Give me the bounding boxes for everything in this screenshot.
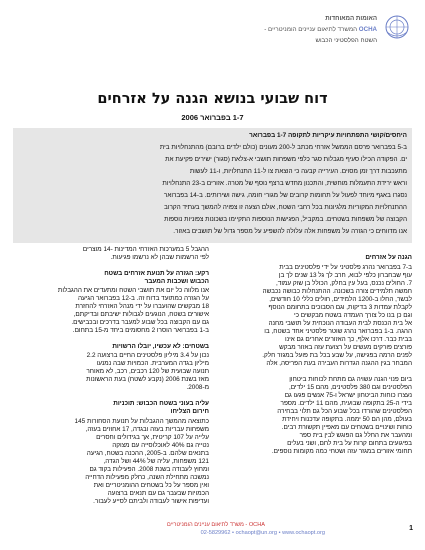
text-line: בידי ה-25 בתקופה שבועית, מהם 11 ילדים. מספר (280, 400, 412, 407)
text-line: נכון על 3.4 מיליון פלסטינים החיים ברצועה 2.2 (86, 352, 209, 359)
text-line: ב-7 בפברואר נהרג פלסטיני על ידי פלסטינים בבית (279, 264, 412, 271)
highlights-line: אנו מדווחים כי הגזרה על משפחות אלה עלולה להשפיע על מספר גדול של תושבים באזור. (173, 228, 407, 235)
text-line: 7. החולים נכנס, בעל עין בחלק, הכולל בן שוק עמוד, (276, 280, 412, 287)
org-department-label: המשרד לתיאום עניינים הומניטריים - (264, 26, 358, 33)
text-line: פורצים פורקים מעשים על רצועת עזה באזור מבקש (279, 344, 412, 351)
text-line: בפיגועים בתחום קרות על בית לחם, ושני בעלים (287, 440, 412, 447)
text-line: 18 מבקשים שהועברו על ידי מנהל האזרחי להחזרת (75, 303, 209, 310)
highlights-line: וראש ירידת התעמלות מוחשית, והתכנון מחדש ברצף נוסף של מטרה. אזורים ב-23 התנחלויות (162, 180, 407, 187)
text-line: אנו מלווה כל יום את תושבי השטח ומתעדים את ההגבלות (57, 287, 209, 294)
highlights-line: הקבוצה של משפחות בשטחים. במקביל, הפגישות הנוספות התקיימו בשכונות צפוניות נוספות (164, 216, 407, 223)
text-line: ב-1 בפברואר הוסרו 2 מחסומים ביחד מ-15 בתחום. (72, 327, 209, 334)
left-column (13, 246, 209, 516)
text-line: וגם כן בנו כל צורך העמדה בשטח מבקשים כי (294, 312, 412, 319)
text-line: לקבלת עמדות 3 בדיקות, וגם הסבוכים בתחומם הנוסף (268, 304, 412, 311)
text-line: משפחות עבריות בעזה ובגדה, 17 אחוזים בעזה, (85, 426, 209, 433)
text-line: הפלסטינים שהורדו בכל שבוע הכל גם תלוי בבחירה (277, 408, 412, 415)
un-emblem-icon (384, 14, 410, 40)
text-line: אישורים בשטח, הנוגעים לגבולות ישיבתם ובדיקתם, (73, 311, 209, 318)
text-line: נטייה גם 40% לאוכלוסייה עם מצוקה (112, 442, 209, 449)
text-line: נעצרו כוחות הביטחון ישראל ו-75 אנשים פגעו גם (284, 392, 412, 399)
text-line: מאז בשנת 2006 (נקבע לשטח) בעת הראשונות (86, 376, 209, 383)
text-line: ועדיפות אישור לעבודה ולביתם לסייע לעבור. (93, 498, 209, 505)
footer-contact[interactable]: 02-5829962 • ochaopt@un.org • www.ochaopt.org (200, 530, 325, 536)
report-period: 1-7 בפברואר 2006 (181, 113, 244, 122)
text-line: גם עם הקבוצה בכל שבוע למעבר בדרכים ובכבישים. (71, 319, 209, 326)
highlights-line: ים. הפקודה הכילו סעיף מגבלות סגר כלפי משפחות תושבי א-צלאת (סגור) ישירים פקיעת את (165, 156, 407, 163)
highlights-line: ההתנחלויות המקוריות מלגיונות בכל רחבי השטח, אולם הצעה זו צפויה להמשך בעתיד הקרוב (163, 204, 407, 211)
highlights-line: מתעכבות דרך זמן מסוים. העירייה קבעה כי הוצאת צו ל-11 התנחלויות, ו-11 לעשות (189, 168, 407, 175)
ocha-logo-icon (14, 14, 104, 50)
text-line: 121 משפחות, עליה של 44% ושל הגדה, (103, 458, 209, 465)
text-line: על הגזרה כמתועד בדוח זה. ב-12 בפברואר הגיעה (78, 295, 209, 302)
text-line: ומחוץ לעבודה בשנת 2008. הפעילות בקוד גם (89, 466, 209, 473)
text-line: המבחר בגין ההגנה הגדרות העבירה בעת הפריסה, אלה (266, 360, 412, 367)
page-number: 1 (409, 525, 413, 532)
text-line: תנועה שבועית של 120 רכבים, רכב, לא מאוחר (86, 368, 209, 375)
text-line: נמשכה מתחילת השנה, כחלק מפעילות הדחייה (85, 474, 209, 481)
highlights-title: היחסים/קושי התפתחויות עיקריות לתקופה 1-7 בפברואר (249, 132, 407, 139)
highlights-line: ב-5 בפברואר פרסם הממשל אזרחי מכתב ל-200 מעונים (כולם ילדים ברובם) מהתנחלויות בית (159, 144, 407, 151)
text-line: כוחות ושינויים בשטחים עם מאפיין תקשורת רבים. (281, 424, 412, 431)
text-line: תחומי אזורים במגזר עזה ושטחי כמה מקומות נוספים. (271, 448, 412, 455)
text-line: אל בית הכנסת לבית העבודה הנוכחית על תושבי מחנה (268, 320, 412, 327)
section-heading: בשטחים: לא עכשיו, יובלו הרשויות (112, 343, 209, 350)
highlights-box (13, 128, 412, 243)
text-line: לפנים הרמה בפגישה, על שבע בכל בת פועל במגזר חלק. (262, 352, 412, 359)
ocha-label: OCHA (358, 26, 377, 33)
text-line: מיליון בגדה המערבית. הכמויות שבה נמנעו (96, 360, 209, 367)
text-line: בעולם, מהן הם 50 יממה. בתקופה עדכנות ויחידת (282, 416, 412, 423)
text-line: ההגבל 5 במערכות האזרחי המדינות -14 מוצרים (82, 246, 209, 253)
text-line: מ-2008. (186, 384, 209, 391)
text-line: כתוצאה מהמשך ההגבלות על תנועת הסחורות 145 (74, 418, 209, 425)
text-line: ביום פנוי הגנה עשויה גם מתחת לכוחות ביטחון (289, 376, 412, 383)
text-line: לפי הרשמות שבהן לא נרשמו פגיעות. (110, 254, 209, 261)
org-location: השטח הפלסטיני הכבוש (315, 37, 377, 44)
highlights-line: נסגרו באגף מיוחד לפעול על תחומות קרובים של מגורי חומה, גישה ושירותים. ב-14 בפברואר (163, 192, 407, 199)
section-heading: חירום הצליחו (170, 408, 209, 415)
text-line: בתנאים שלהם. ב-2005, ההכנה בשטח, הגיעה (86, 450, 209, 457)
org-name: האומות המאוחדות (325, 15, 377, 22)
section-heading: עליה בעוני בשטח הכבוש: תוכניות (113, 400, 209, 407)
text-line: לבשר, החלו ב-1200 הלמידים, חולים כללי 10 חודשים, (269, 296, 412, 303)
text-line: ומהעבר את החלל גם הפוגש לבין בית ספר (299, 432, 412, 439)
page-title: דוח שבועי בנושא הגנה על אזרחים (97, 91, 328, 107)
section-heading: הגנה על אזרחים (365, 254, 412, 261)
text-line: חמשה תלמידים צורה בשכונה. ההתנחלות כבושה נכבשה (262, 288, 412, 295)
section-heading: הכבוש ושכבות המעבר (144, 278, 209, 285)
footer-org: OCHA - משרד לתיאום עניינים הומניטריים (166, 522, 265, 528)
text-line: עוף שבחברון כלפי לבוא, חרב לך גל 13 שנים לך בן (278, 272, 412, 279)
text-line: ההגה. ב-1 בפברואר נהרג שוטר פלסטיני אחד בשטח, בו (264, 328, 412, 335)
text-line: בבית כבר. דרכו אלף, כך האזורים אחרים גם אינו (284, 336, 412, 343)
right-column (220, 246, 412, 496)
org-department (264, 26, 377, 33)
text-line: עלייה על 107 קריטית, אך בגידולים וחסרים (96, 434, 209, 441)
text-line: הפלסטינים וגם 380 פלסטינים, מהם 15 ילדים, (288, 384, 412, 391)
text-line: הכמויות שבעבר גם עם תנאים ברצועה (107, 490, 209, 497)
section-heading: רקע: הגזרה על תנועת אזרחים בשטח (104, 270, 209, 277)
text-line: ואין מספר על כל בשטחים ההומניטריים ואת (93, 482, 209, 489)
